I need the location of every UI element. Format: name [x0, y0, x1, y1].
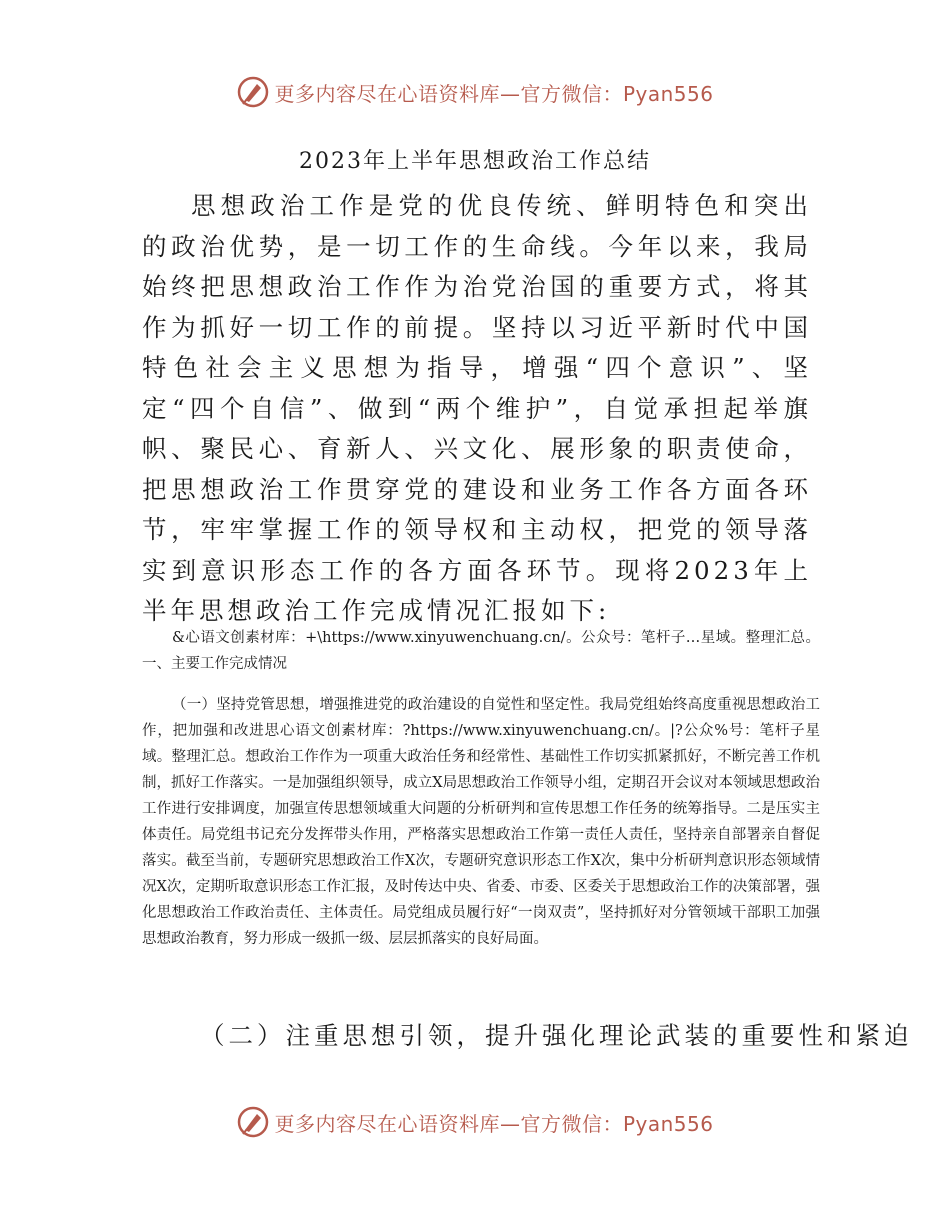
pen-nib-logo-icon	[236, 1105, 270, 1139]
banner-text: 更多内容尽在心语资料库—官方微信：Pyan556	[274, 1111, 714, 1136]
document-title: 2023年上半年思想政治工作总结	[299, 149, 651, 174]
section-one-paragraph: （一）坚持党管思想，增强推进党的政治建设的自觉性和坚定性。我局党组始终高度重视思想政治工作，把加强和改进思心语文创素材库：?https://www.xinyuwenchuang.cn/。|?公众%号：笔杆子星域。整理汇总。想政治工作作为一项重大政治任务和经常性、基础性工作切实抓紧抓好，不断完善工作机制，抓好工作落实。一是加强组织领导，成立X局思想政治工作领导小组，定期召开会议对本领域思想政治工作进行安排调度，加强宣传思想领域重大问题的分析研判和宣传思想工作任务的统筹指导。二是压实主体责任。局党组书记充分发挥带头作用，严格落实思想政治工作第一责任人责任，坚持亲自部署亲自督促落实。截至当前，专题研究思想政治工作X次，专题研究意识形态工作X次，集中分析研判意识形态领域情况X次，定期听取意识形态工作汇报，及时传达中央、省委、市委、区委关于思想政治工作的决策部署，强化思想政治工作政治责任、主体责任。局党组成员履行好“一岗双责”，坚持抓好对分管领域干部职工加强思想政治教育，努力形成一级抓一级、层层抓落实的良好局面。	[142, 697, 820, 947]
footer-banner	[0, 1100, 950, 1144]
banner-text: 更多内容尽在心语资料库—官方微信：Pyan556	[274, 81, 714, 106]
section-two-heading: （二）注重思想引领，提升强化理论武装的重要性和紧迫	[200, 1021, 913, 1050]
source-note: &心语文创素材库：+\https://www.xinyuwenchuang.cn/。公众号：笔杆子…星域。整理汇总。一、主要工作完成情况	[142, 630, 820, 672]
intro-paragraph: 思想政治工作是党的优良传统、鲜明特色和突出的政治优势，是一切工作的生命线。今年以来，我局始终把思想政治工作作为治党治国的重要方式，将其作为抓好一切工作的前提。坚持以习近平新时代中国特色社会主义思想为指导，增强“四个意识”、坚定“四个自信”、做到“两个维护”，自觉承担起举旗帜、聚民心、育新人、兴文化、展形象的职责使命，把思想政治工作贯穿党的建设和业务工作各方面各环节，牢牢掌握工作的领导权和主动权，把党的领导落实到意识形态工作的各方面各环节。现将2023年上半年思想政治工作完成情况汇报如下:	[142, 191, 812, 625]
header-banner	[0, 70, 950, 114]
pen-nib-logo-icon	[236, 75, 270, 109]
